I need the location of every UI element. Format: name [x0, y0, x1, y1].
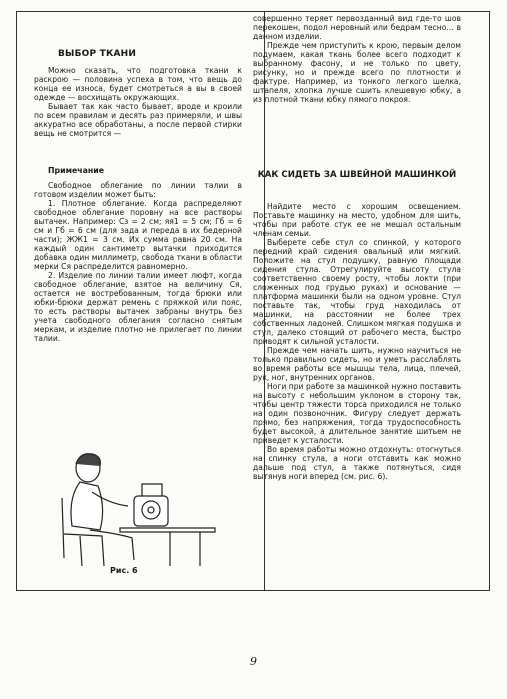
note-p3: 2. Изделие по линии талии имеет люфт, когда свободное облегание, взятое на величину Ся, остается не востребованным, тогда брюки или юбки-брюки держат ремень с пряжкой или пояс, то есть растворы вытачек забраны внутрь без учета свободного облегания согласно снятым меркам, и изделие плотно не прилегает по линии талии.	[34, 271, 242, 343]
note-p2: 1. Плотное облегание. Когда распределяют свободное облегание поровну на все растворы вытачек. Например: Сз = 2 см; яя1 = 5 см; Гб = 6 см и Гб = 6 см (для зада и переда в их бедерной части); ЖЖ1 = 3 см. Их сумма равна 20 см. На каждый один сантиметр вытачки приходится добавка один миллиметр, свобода ткани в области мерки Ся распределится равномерно.	[34, 199, 242, 271]
figure-caption: Рис. 6	[110, 566, 138, 575]
left-intro-p1: Можно сказать, что подготовка ткани к раскрою — половина успеха в том, что вещь до конца ее износа, будет смотреться а вы в своей одежде — восхищать окружающих.	[34, 66, 242, 102]
heading-sewing-posture: КАК СИДЕТЬ ЗА ШВЕЙНОЙ МАШИНКОЙ	[257, 170, 457, 180]
note-heading: Примечание	[48, 166, 104, 175]
right-top	[253, 14, 461, 104]
right-p3: Прежде чем начать шить, нужно научиться не только правильно сидеть, но и уметь расслаблять во время работы все мышцы тела, лица, плечей, рук, ног, внутренних органов.	[253, 346, 461, 382]
right-p2: Выберете себе стул со спинкой, у которого передний край сидения овальный или мягкий. Положите на стул подушку, равную площади сидения стула. Отрегулируйте высоту стула соответственно своему росту, чтобы локти (при сложенных под грудью руках) и основание — платформа машинки были на одном уровне. Стул поставьте так, чтобы груд находилась от машинки, на расстоянии не более трех собственных ладоней. Слишком мягкая подушка и стул, далеко стоящий от рабочего места, быстро приводят к сильной усталости.	[253, 238, 461, 346]
sewing-figure-illustration	[50, 448, 220, 568]
right-top-p2: Прежде чем приступить к крою, первым делом подумаем, какая ткань более всего подходит к выбранному фасону, и не только по цвету, рисунку, но и прежде всего по плотности и фактуре. Например, из тонкого легкого шелка, штапеля, хлопка лучше сшить клешевую юбку, а из плотной ткани юбку пямого покроя.	[253, 41, 461, 104]
page-number: 9	[250, 655, 257, 668]
left-intro	[34, 66, 242, 138]
right-p4: Ноги при работе за машинкой нужно поставить на высоту с небольшим уклоном в сторону так, чтобы центр тяжести торса приходился не только на один позвоночник. Фигуру следует держать прямо, без напряжения, тогда трудоспособность будет высокой, а длительное занятие шитьем не приведет к усталости.	[253, 382, 461, 445]
right-top-p1: совершенно теряет первозданный вид где-то шов перекошен, подол неровный или бедрам тесно... в данном изделии.	[253, 14, 461, 41]
right-p5: Во время работы можно отдохнуть: отогнуться на спинку стула, а ноги отставить как можно дальше под стул, а также потянуться, сидя вытянув ноги вперед (см. рис. 6).	[253, 445, 461, 481]
right-body	[253, 202, 461, 481]
heading-fabric-choice: ВЫБОР ТКАНИ	[58, 49, 137, 59]
left-note	[34, 166, 242, 343]
right-p1: Найдите место с хорошим освещением. Поставьте машинку на место, удобном для шить, чтобы при работе стук ее не мешал остальным членам семьи.	[253, 202, 461, 238]
left-intro-p2: Бывает так как часто бывает, вроде и кроили по всем правилам и десять раз примеряли, и швы аккуратно все обработаны, а после первой стирки вещь не смотрится —	[34, 102, 242, 138]
note-p1: Свободное облегание по линии талии в готовом изделии может быть:	[34, 181, 242, 199]
